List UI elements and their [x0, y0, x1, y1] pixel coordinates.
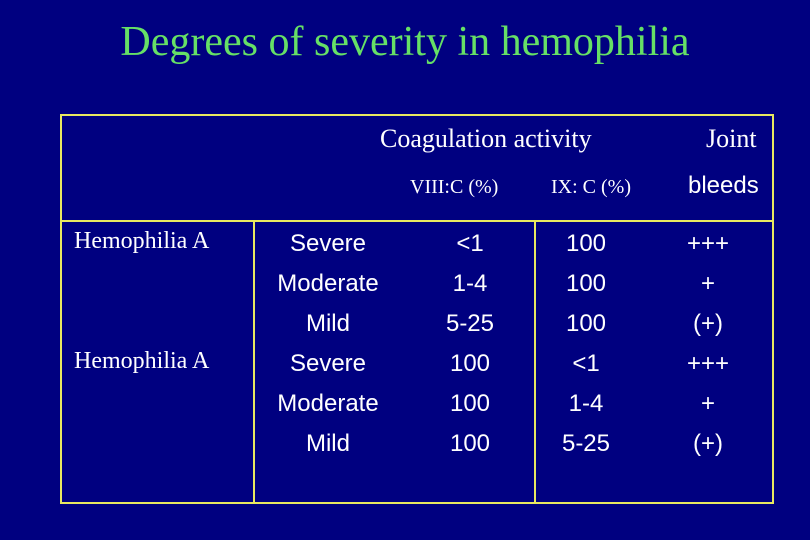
ix-c-header: IX: C (%) — [551, 176, 631, 198]
group-label-2: Hemophilia A — [74, 348, 210, 374]
viii-c-header: VIII:C (%) — [410, 176, 499, 198]
severity-column — [263, 224, 393, 464]
severity-cell: Moderate — [277, 270, 379, 297]
column-divider-1 — [253, 222, 255, 504]
group-label-1: Hemophilia A — [74, 228, 210, 254]
header-divider — [60, 220, 774, 222]
viii-cell: 1-4 — [452, 270, 488, 297]
ix-cell: 100 — [565, 230, 607, 257]
ix-cell: 1-4 — [568, 390, 604, 417]
viii-cell: <1 — [456, 230, 484, 257]
bleeds-cell: +++ — [686, 350, 730, 377]
bleeds-cell: + — [700, 390, 715, 417]
severity-cell: Mild — [305, 310, 350, 337]
bleeds-cell: (+) — [693, 310, 723, 337]
bleeds-cell: +++ — [686, 230, 730, 257]
joint-header: Joint — [706, 124, 757, 153]
page-title: Degrees of severity in hemophilia — [120, 19, 690, 65]
ix-cell: 100 — [565, 310, 607, 337]
severity-cell: Mild — [305, 430, 350, 457]
viii-cell: 100 — [449, 430, 491, 457]
ix-cell: <1 — [572, 350, 600, 377]
viii-cell: 100 — [449, 390, 491, 417]
viii-column — [420, 224, 520, 464]
bleeds-cell: (+) — [693, 430, 723, 457]
coagulation-activity-header: Coagulation activity — [380, 124, 592, 153]
bleeds-column — [658, 224, 758, 464]
severity-cell: Moderate — [277, 390, 379, 417]
bleeds-cell: + — [700, 270, 715, 297]
ix-cell: 5-25 — [561, 430, 611, 457]
ix-cell: 100 — [565, 270, 607, 297]
severity-cell: Severe — [289, 350, 367, 377]
viii-cell: 5-25 — [445, 310, 495, 337]
viii-cell: 100 — [449, 350, 491, 377]
bleeds-header: bleeds — [688, 172, 759, 199]
severity-cell: Severe — [289, 230, 367, 257]
ix-column — [536, 224, 636, 464]
